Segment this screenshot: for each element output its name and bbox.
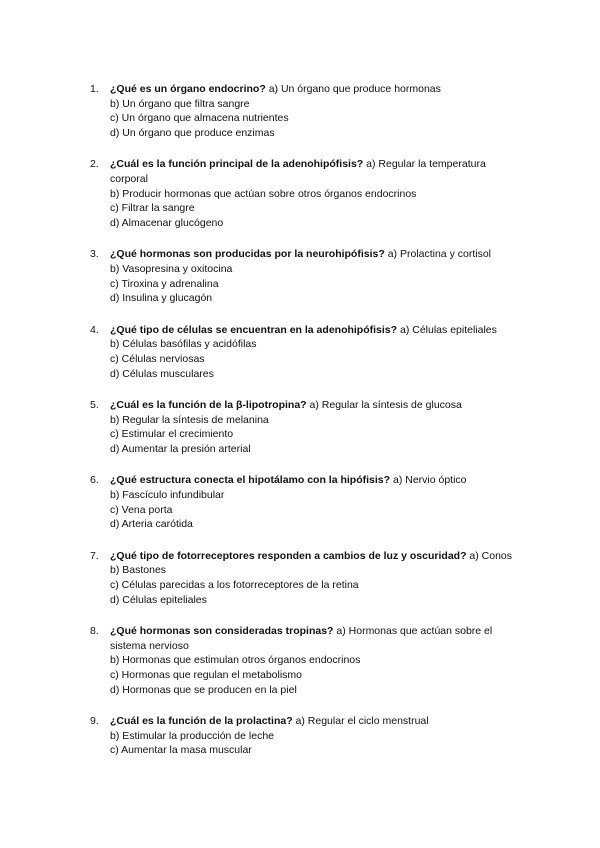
answer-option: b) Fascículo infundibular — [110, 488, 225, 501]
answer-option: b) Bastones — [110, 564, 167, 577]
question-number: 1. — [90, 83, 99, 95]
question-number: 2. — [90, 158, 99, 171]
question-heading — [90, 398, 520, 413]
answer-option: b) Estimular la producción de leche — [110, 729, 275, 742]
option-a: a) Células epiteliales — [400, 323, 497, 336]
answer-option: b) Regular la síntesis de melanina — [110, 413, 269, 426]
question-item — [90, 398, 520, 457]
option-a: a) Regular la síntesis de glucosa — [309, 398, 462, 411]
answer-option: b) Producir hormonas que actúan sobre otros órganos endocrinos — [110, 187, 417, 200]
answer-option: d) Hormonas que se producen en la piel — [110, 683, 297, 696]
answer-option: b) Células basófilas y acidófilas — [110, 338, 257, 351]
question-item — [90, 549, 520, 608]
question-text: ¿Qué es un órgano endocrino? — [110, 83, 266, 95]
answer-option: c) Vena porta — [110, 503, 173, 516]
question-text: ¿Qué tipo de fotorreceptores responden a cambios de luz y oscuridad? — [110, 549, 467, 562]
answer-option: c) Células nerviosas — [110, 353, 205, 366]
question-item — [90, 624, 520, 698]
question-item — [90, 473, 520, 532]
question-text: ¿Qué tipo de células se encuentran en la adenohipófisis? — [110, 323, 398, 336]
question-item — [90, 82, 520, 141]
answer-option: d) Almacenar glucógeno — [110, 217, 224, 230]
answer-option: b) Hormonas que estimulan otros órganos endocrinos — [110, 654, 361, 667]
option-a: a) Hormonas que actúan sobre el sistema nervioso — [110, 624, 493, 652]
question-number: 7. — [90, 549, 99, 562]
question-heading — [90, 247, 520, 262]
answer-option: d) Insulina y glucagón — [110, 292, 213, 305]
answer-option: d) Células epiteliales — [110, 593, 207, 606]
question-item — [90, 247, 520, 306]
answer-option: c) Aumentar la masa muscular — [110, 744, 252, 757]
question-number: 4. — [90, 323, 99, 336]
question-heading — [90, 82, 520, 97]
option-a: a) Regular la temperatura corporal — [110, 158, 486, 186]
answer-option: d) Aumentar la presión arterial — [110, 443, 251, 456]
answer-option: b) Vasopresina y oxitocina — [110, 263, 233, 276]
question-text: ¿Cuál es la función principal de la adenohipófisis? — [110, 158, 364, 171]
question-number: 9. — [90, 714, 99, 727]
question-heading — [90, 473, 520, 488]
question-heading — [90, 549, 520, 564]
question-text: ¿Qué hormonas son consideradas tropinas? — [110, 624, 334, 637]
answer-option: c) Células parecidas a los fotorreceptores de la retina — [110, 578, 359, 591]
question-number: 5. — [90, 398, 99, 411]
question-heading — [90, 624, 520, 653]
answer-option: c) Hormonas que regulan el metabolismo — [110, 669, 303, 681]
option-a: a) Regular el ciclo menstrual — [295, 714, 429, 727]
question-item — [90, 714, 520, 758]
question-item — [90, 323, 520, 382]
option-a: a) Conos — [469, 549, 513, 562]
answer-option: c) Estimular el crecimiento — [110, 428, 234, 441]
question-number: 8. — [90, 624, 99, 637]
option-a: a) Nervio óptico — [392, 474, 467, 487]
question-item — [90, 157, 520, 231]
question-list — [90, 82, 520, 775]
option-a: a) Prolactina y cortisol — [387, 248, 491, 261]
answer-option: c) Tiroxina y adrenalina — [110, 277, 219, 290]
answer-option: d) Arteria carótida — [110, 518, 193, 531]
option-a: a) Un órgano que produce hormonas — [268, 83, 441, 95]
question-heading — [90, 714, 520, 729]
answer-option: d) Un órgano que produce enzimas — [110, 127, 275, 140]
question-text: ¿Qué hormonas son producidas por la neurohipófisis? — [110, 248, 385, 261]
question-number: 3. — [90, 248, 99, 261]
question-heading — [90, 157, 520, 186]
answer-option: b) Un órgano que filtra sangre — [110, 97, 250, 110]
question-text: ¿Cuál es la función de la β-lipotropina? — [110, 398, 307, 411]
question-text: ¿Cuál es la función de la prolactina? — [110, 714, 293, 727]
answer-option: c) Un órgano que almacena nutrientes — [110, 112, 289, 125]
answer-option: d) Células musculares — [110, 367, 214, 380]
question-number: 6. — [90, 474, 99, 487]
question-heading — [90, 323, 520, 338]
answer-option: c) Filtrar la sangre — [110, 202, 195, 215]
question-text: ¿Qué estructura conecta el hipotálamo con la hipófisis? — [110, 474, 391, 487]
